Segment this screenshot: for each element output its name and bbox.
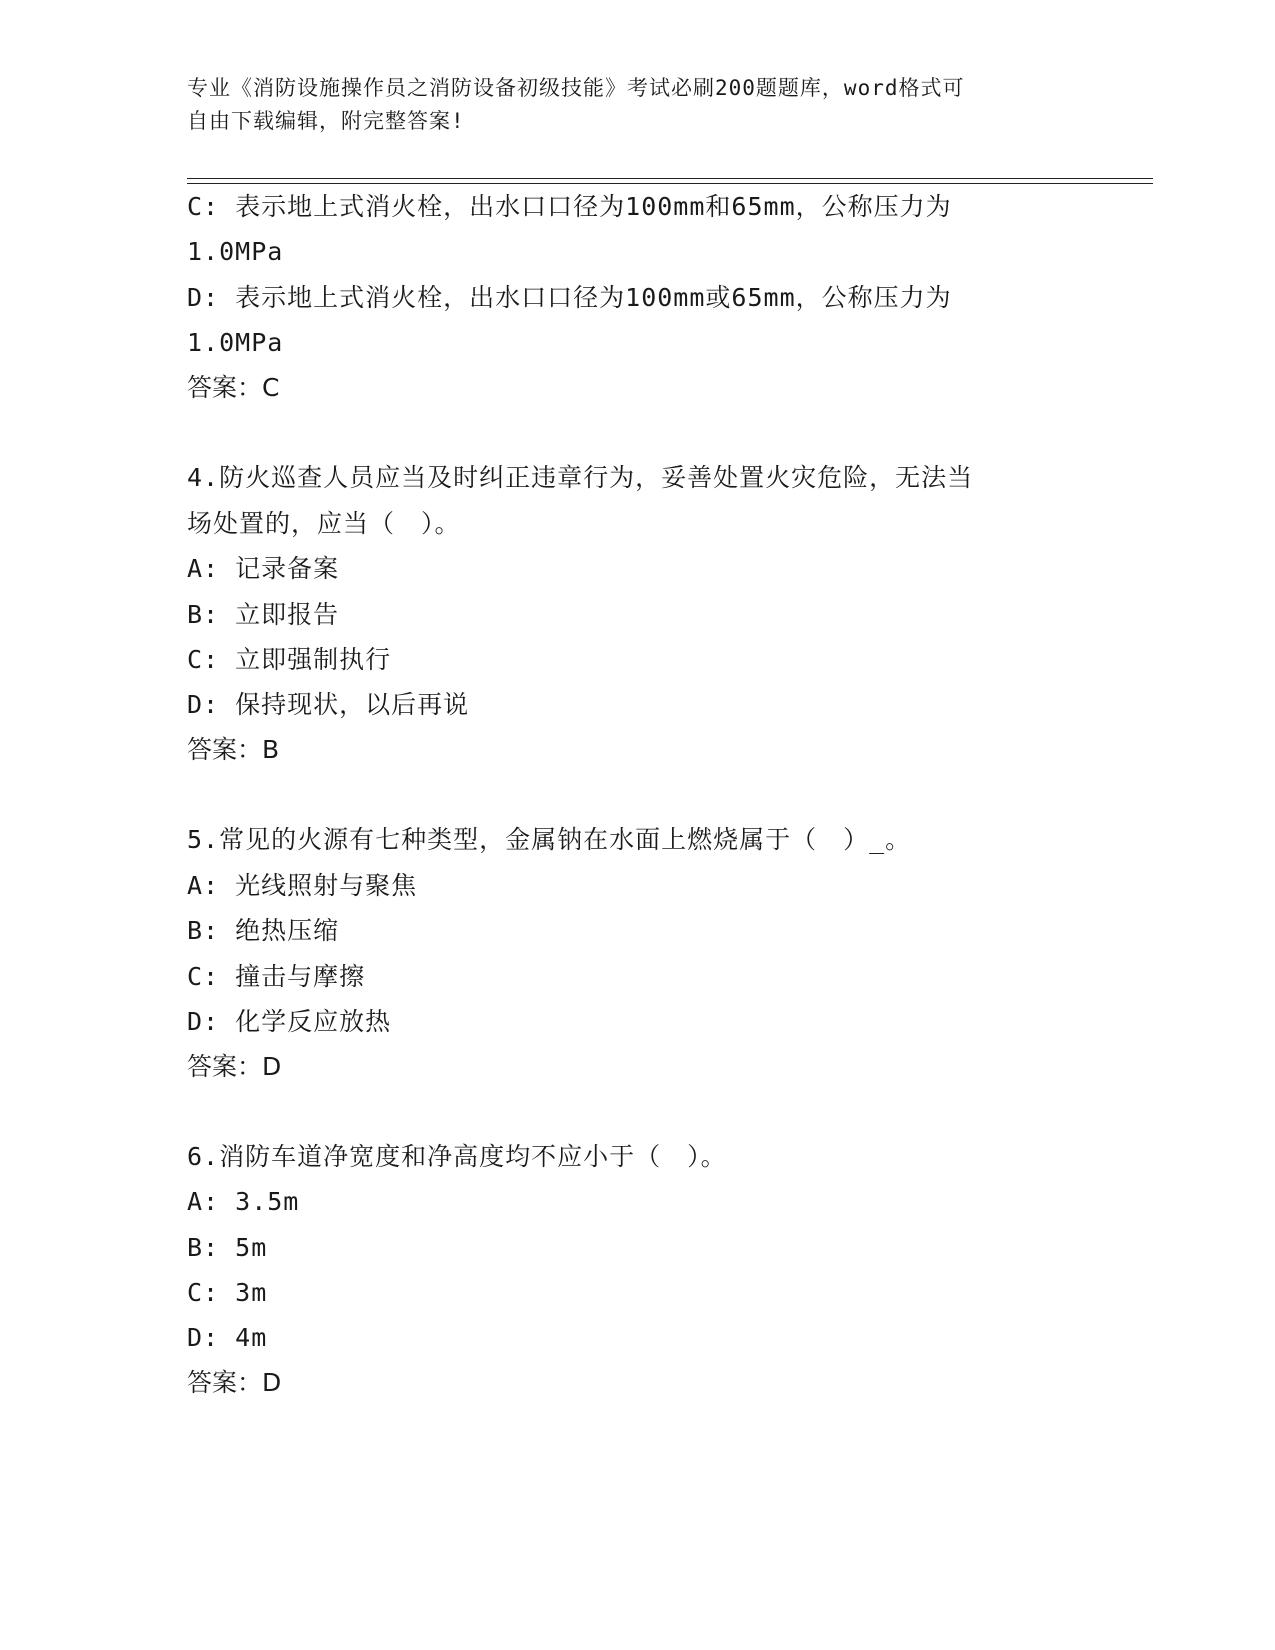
- q6-option-d: D: 4m: [187, 1323, 268, 1352]
- q5-option-a: A: 光线照射与聚焦: [187, 871, 418, 900]
- q6-answer: 答案：D: [187, 1368, 282, 1397]
- q3-option-d-line-1: D: 表示地上式消火栓，出水口口径为100mm或65mm，公称压力为: [187, 283, 952, 312]
- q4-option-b: B: 立即报告: [187, 600, 340, 629]
- q4-answer: 答案：B: [187, 735, 280, 764]
- q3-option-c-line-2: 1.0MPa: [187, 237, 284, 266]
- q6-option-a: A: 3.5m: [187, 1187, 300, 1216]
- q4-option-d: D: 保持现状，以后再说: [187, 690, 470, 719]
- q5-answer: 答案：D: [187, 1052, 282, 1081]
- q6-stem: 6.消防车道净宽度和净高度均不应小于（ ）。: [187, 1142, 727, 1171]
- header-title-line-2: 自由下载编辑，附完整答案!: [187, 109, 465, 133]
- q3-option-d-line-2: 1.0MPa: [187, 328, 284, 357]
- q3-option-c-line-1: C: 表示地上式消火栓，出水口口径为100mm和65mm，公称压力为: [187, 192, 952, 221]
- q4-stem-line-2: 场处置的，应当（ ）。: [187, 509, 461, 538]
- q5-option-d: D: 化学反应放热: [187, 1007, 392, 1036]
- q5-option-b: B: 绝热压缩: [187, 916, 340, 945]
- q4-option-a: A: 记录备案: [187, 554, 340, 583]
- q4-stem-line-1: 4.防火巡查人员应当及时纠正违章行为，妥善处置火灾危险，无法当: [187, 463, 974, 492]
- q5-option-c: C: 撞击与摩擦: [187, 962, 366, 991]
- header-divider-bottom: [187, 183, 1153, 184]
- document-header: [187, 72, 1087, 138]
- q5-stem: 5.常见的火源有七种类型，金属钠在水面上燃烧属于（ ）_。: [187, 825, 912, 854]
- header-title-line-1: 专业《消防设施操作员之消防设备初级技能》考试必刷200题题库，word格式可: [187, 76, 965, 100]
- q4-option-c: C: 立即强制执行: [187, 645, 392, 674]
- q6-option-c: C: 3m: [187, 1278, 268, 1307]
- header-divider-top: [187, 178, 1153, 179]
- q6-option-b: B: 5m: [187, 1233, 268, 1262]
- q3-answer: 答案：C: [187, 373, 280, 402]
